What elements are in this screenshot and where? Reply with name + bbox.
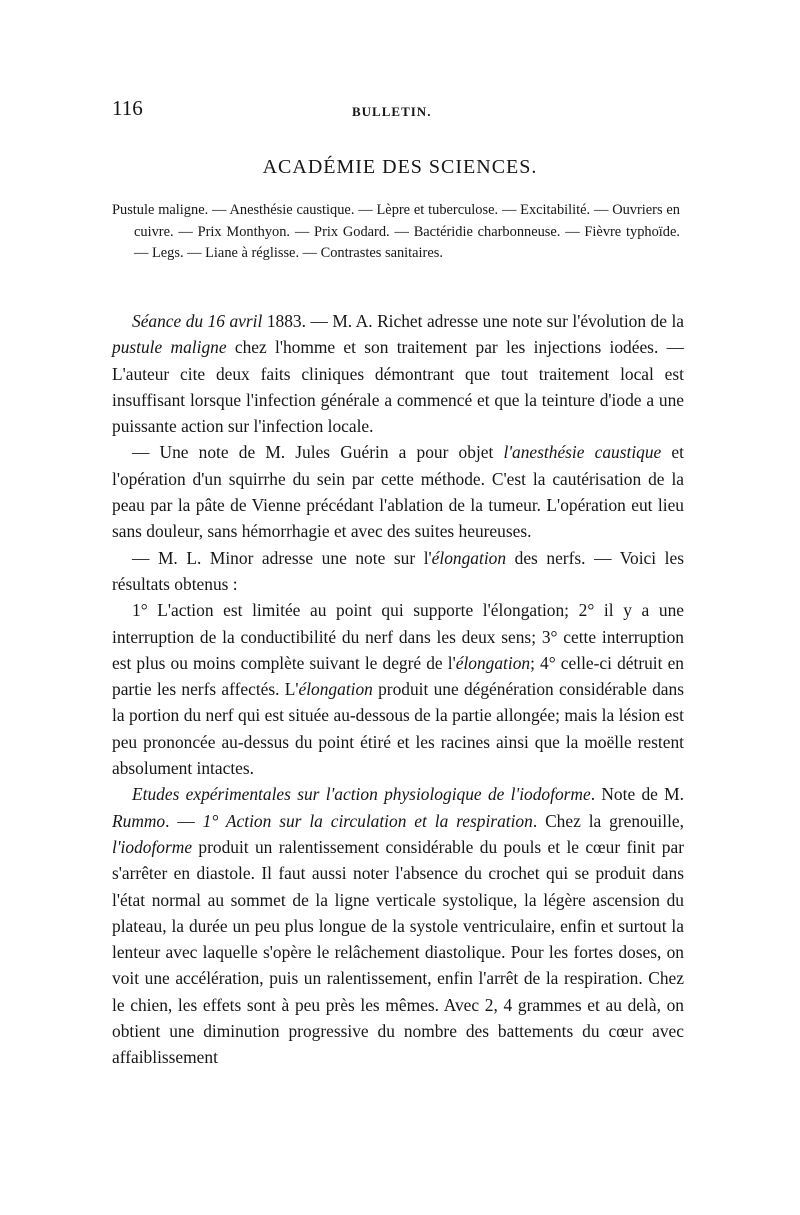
paragraph-guerin: — Une note de M. Jules Guérin a pour objet l'anesthésie caustique et l'opération d'un squirrhe du sein par cette méthode. C'est la cautérisation de la peau par la pâte de Vienne précédant l'ablation de la tumeur. L'opération eut lieu sans douleur, sans hémorrhagie et avec des suites heureuses. [112, 442, 684, 542]
paragraph-richet: Séance du 16 avril 1883. — M. A. Richet adresse une note sur l'évolution de la pustule maligne chez l'homme et son traitement par les injections iodées. — L'auteur cite deux faits cliniques démontrant que tout traitement local est insuffisant lorsque l'infection générale a commencé et que la teinture d'iode a une puissante action sur l'infection locale. [112, 311, 684, 437]
summary-text: Pustule maligne. — Anesthésie caustique. — Lèpre et tuberculose. — Excitabilité. — Ouvriers en cuivre. — Prix Monthyon. — Prix Godard. — Bactéridie charbonneuse. — Fièvre typhoïde. — Legs. — Liane à réglisse. — Contrastes sanitaires. [112, 202, 680, 261]
running-head: BULLETIN. [352, 104, 432, 119]
paragraph-minor: — M. L. Minor adresse une note sur l'élongation des nerfs. — Voici les résultats obtenus : [112, 547, 684, 594]
section-title: ACADÉMIE DES SCIENCES. [262, 156, 538, 178]
page-header [112, 96, 684, 126]
summary-block [112, 200, 680, 265]
session-date: Séance du 16 avril [132, 311, 263, 331]
article-body [112, 308, 684, 1071]
paragraph-minor-results: 1° L'action est limitée au point qui supporte l'élongation; 2° il y a une interruption de la conductibilité du nerf dans les deux sens; 3° cette interruption est plus ou moins complète suivant le degré de l'élongation; 4° celle-ci détruit en partie les nerfs affectés. L'élongation produit une dégénération considérable dans la portion du nerf qui est située au-dessous de la partie allongée; mais la lésion est peu prononcée au-dessus du point étiré et les racines ainsi que la moëlle restent absolument intactes. [112, 600, 684, 779]
paragraph-rummo: Etudes expérimentales sur l'action physiologique de l'iodoforme. Note de M. Rummo. — 1° Action sur la circulation et la respiration. Chez la grenouille, l'iodoforme produit un ralentissement considérable du pouls et le cœur finit par s'arrêter en diastole. Il faut aussi noter l'absence du crochet qui se produit dans l'état normal au sommet de la ligne verticale systolique, la légère ascension du plateau, la durée un peu plus longue de la systole ventriculaire, enfin et surtout la lenteur avec laquelle s'opère le relâchement diastolique. Pour les fortes doses, on voit une accélération, puis un ralentissement, enfin l'arrêt de la respiration. Chez le chien, les effets sont à peu près les mêmes. Avec 2, 4 grammes et au delà, on obtient une diminution progressive du nombre des battements du cœur avec affaiblissement [112, 784, 684, 1068]
page-number: 116 [112, 96, 143, 120]
